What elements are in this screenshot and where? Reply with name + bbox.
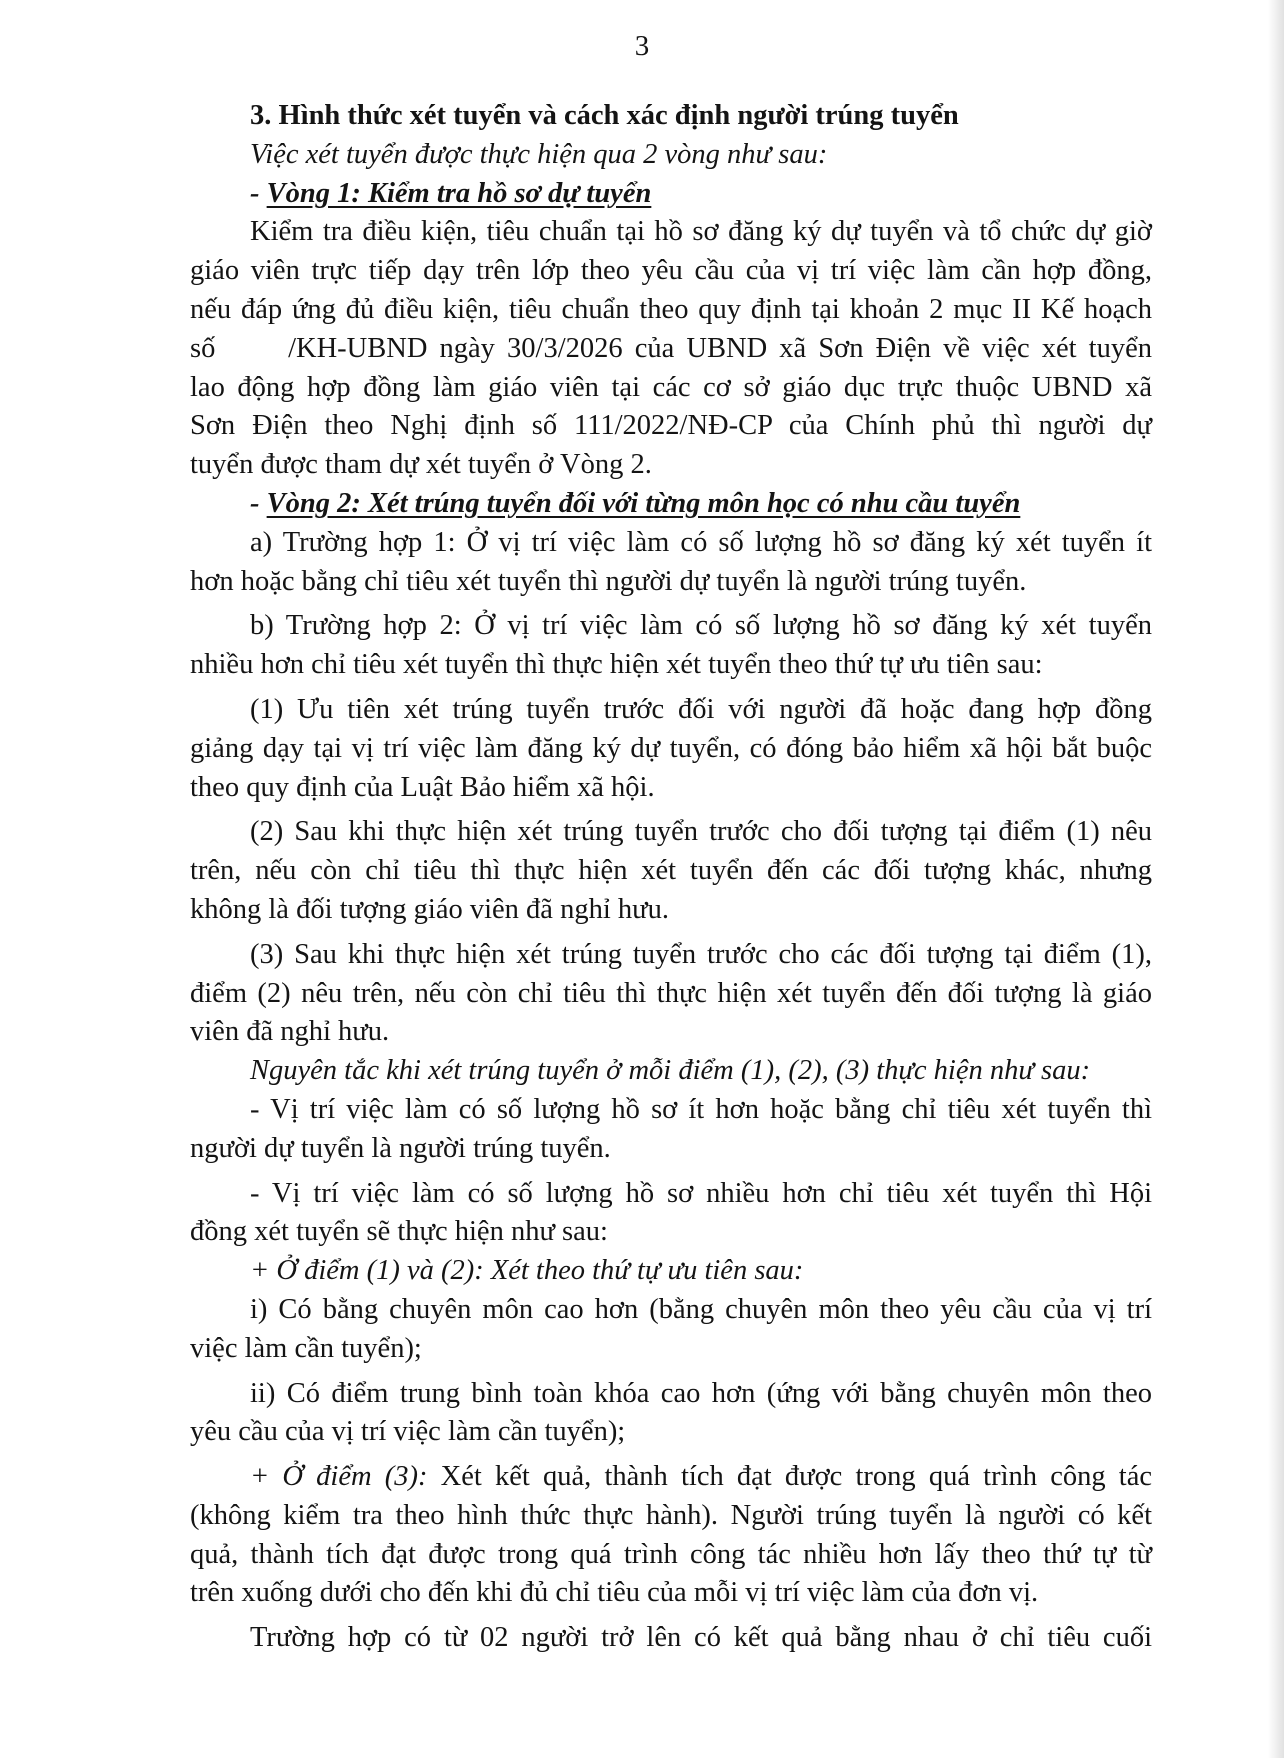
points-1-2-heading: + Ở điểm (1) và (2): Xét theo thứ tự ưu tiên sau: <box>250 1255 804 1287</box>
round1-line: nếu đáp ứng đủ điều kiện, tiêu chuẩn theo quy định tại khoản 2 mục II Kế hoạch <box>190 293 1152 325</box>
case-a-line: hơn hoặc bằng chỉ tiêu xét tuyển thì người dự tuyển là người trúng tuyển. <box>190 565 1027 597</box>
round2-title: Vòng 2: Xét trúng tuyển đối với từng môn học có nhu cầu tuyển <box>266 487 1021 519</box>
point-3-line: (không kiểm tra theo hình thức thực hành). Người trúng tuyển là người có kết <box>190 1499 1152 1531</box>
principle-b-line: đồng xét tuyển sẽ thực hiện như sau: <box>190 1216 608 1248</box>
round1-line: tuyển được tham dự xét tuyển ở Vòng 2. <box>190 449 652 481</box>
case-b-line: nhiều hơn chỉ tiêu xét tuyển thì thực hiện xét tuyển theo thứ tự ưu tiên sau: <box>190 649 1043 681</box>
intro-text: Việc xét tuyển được thực hiện qua 2 vòng như sau: <box>250 138 828 170</box>
point-3-label: + Ở điểm (3): <box>250 1461 428 1493</box>
document-body <box>190 97 1152 1658</box>
priority-2-line: trên, nếu còn chỉ tiêu thì thực hiện xét tuyển đến các đối tượng khác, nhưng <box>190 855 1152 887</box>
round1-line: Kiểm tra điều kiện, tiêu chuẩn tại hồ sơ đăng ký dự tuyển và tổ chức dự giờ <box>250 216 1152 248</box>
round1-line: Sơn Điện theo Nghị định số 111/2022/NĐ-CP của Chính phủ thì người dự <box>190 410 1152 442</box>
round2-prefix: - <box>250 487 267 519</box>
priority-1-line: giảng dạy tại vị trí việc làm đăng ký dự tuyển, có đóng bảo hiểm xã hội bắt buộc <box>190 732 1152 764</box>
tie-case-line: Trường hợp có từ 02 người trở lên có kết quả bằng nhau ở chỉ tiêu cuối <box>250 1622 1152 1654</box>
principle-a-line: người dự tuyển là người trúng tuyển. <box>190 1132 611 1164</box>
priority-1-line: theo quy định của Luật Bảo hiểm xã hội. <box>190 771 655 803</box>
round1-line: giáo viên trực tiếp dạy trên lớp theo yêu cầu của vị trí việc làm cần hợp đồng, <box>190 255 1152 287</box>
criterion-ii-line: yêu cầu của vị trí việc làm cần tuyển); <box>190 1416 626 1448</box>
principle-a-line: - Vị trí việc làm có số lượng hồ sơ ít hơn hoặc bằng chỉ tiêu xét tuyển thì <box>250 1093 1152 1125</box>
round2-heading <box>190 485 1152 524</box>
priority-2-line: (2) Sau khi thực hiện xét trúng tuyển trước cho đối tượng tại điểm (1) nêu <box>250 816 1152 848</box>
point-3-first-rest: Xét kết quả, thành tích đạt được trong quá trình công tác <box>427 1461 1152 1493</box>
page-edge-shadow <box>1268 0 1284 1758</box>
priority-2-line: không là đối tượng giáo viên đã nghỉ hưu. <box>190 893 669 925</box>
principle-b-line: - Vị trí việc làm có số lượng hồ sơ nhiều hơn chỉ tiêu xét tuyển thì Hội <box>250 1177 1152 1209</box>
principle-heading: Nguyên tắc khi xét trúng tuyển ở mỗi điểm (1), (2), (3) thực hiện như sau: <box>250 1055 1091 1087</box>
point-3-first-line <box>190 1458 1152 1497</box>
priority-3-line: điểm (2) nêu trên, nếu còn chỉ tiêu thì thực hiện xét tuyển đến đối tượng là giáo <box>190 977 1152 1009</box>
point-3-line: trên xuống dưới cho đến khi đủ chỉ tiêu của mỗi vị trí việc làm của đơn vị. <box>190 1577 1039 1609</box>
round1-line: số /KH-UBND ngày 30/3/2026 của UBND xã Sơn Điện về việc xét tuyển <box>190 332 1152 364</box>
criterion-i-line: i) Có bằng chuyên môn cao hơn (bằng chuyên môn theo yêu cầu của vị trí <box>250 1293 1152 1325</box>
priority-1-line: (1) Ưu tiên xét trúng tuyển trước đối với người đã hoặc đang hợp đồng <box>250 693 1152 725</box>
page-number: 3 <box>634 30 650 62</box>
criterion-i-line: việc làm cần tuyển); <box>190 1332 422 1364</box>
round1-line: lao động hợp đồng làm giáo viên tại các cơ sở giáo dục trực thuộc UBND xã <box>190 371 1152 403</box>
priority-3-line: viên đã nghỉ hưu. <box>190 1016 390 1048</box>
criterion-ii-line: ii) Có điểm trung bình toàn khóa cao hơn (ứng với bằng chuyên môn theo <box>250 1377 1152 1409</box>
round1-prefix: - <box>250 177 267 209</box>
section-heading: 3. Hình thức xét tuyển và cách xác định người trúng tuyển <box>250 100 959 131</box>
round1-title: Vòng 1: Kiểm tra hồ sơ dự tuyển <box>266 177 652 209</box>
case-a-line: a) Trường hợp 1: Ở vị trí việc làm có số lượng hồ sơ đăng ký xét tuyển ít <box>250 526 1152 558</box>
case-b-line: b) Trường hợp 2: Ở vị trí việc làm có số lượng hồ sơ đăng ký xét tuyển <box>250 610 1152 642</box>
round1-heading <box>190 175 1152 214</box>
priority-3-line: (3) Sau khi thực hiện xét trúng tuyển trước cho các đối tượng tại điểm (1), <box>250 938 1152 970</box>
point-3-line: quả, thành tích đạt được trong quá trình công tác nhiều hơn lấy theo thứ tự từ <box>190 1538 1152 1570</box>
